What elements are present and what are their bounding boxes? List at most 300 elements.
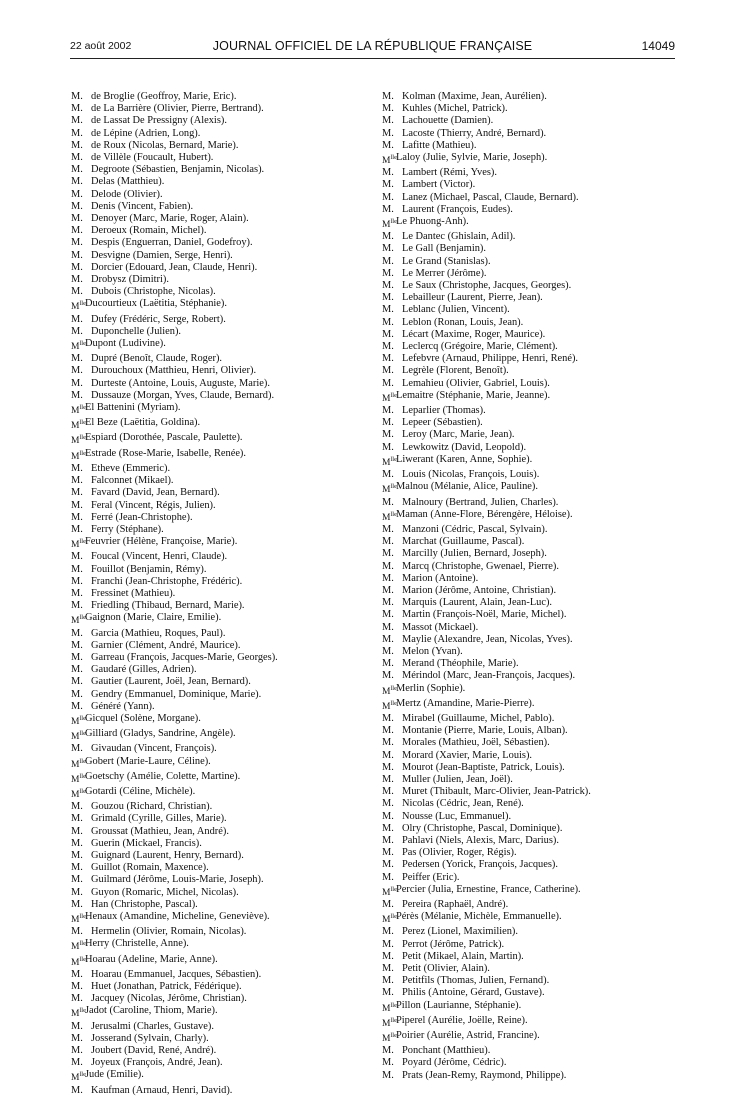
list-item	[382, 762, 672, 774]
list-item	[382, 329, 672, 341]
person-name: Le Gall (Benjamin).	[402, 243, 486, 255]
list-item	[71, 164, 346, 176]
publication-date: 22 août 2002	[70, 40, 132, 52]
person-name: de La Barrière (Olivier, Pierre, Bertrand).	[91, 103, 264, 115]
list-item	[382, 1015, 672, 1030]
person-name: Poirier (Aurélie, Astrid, Francine).	[396, 1030, 540, 1042]
civil-title: M.	[382, 328, 394, 340]
civil-title: M.	[71, 237, 83, 249]
person-name: Lachouette (Damien).	[402, 115, 494, 127]
civil-title: $M^{lle}$	[382, 1016, 397, 1029]
list-item	[382, 454, 672, 469]
civil-title: M.	[71, 874, 83, 886]
list-item	[71, 91, 346, 103]
list-item	[382, 378, 672, 390]
civil-title: $M^{lle}$	[71, 714, 86, 727]
person-name: Despis (Enguerran, Daniel, Godefroy).	[91, 237, 253, 249]
list-item	[382, 1030, 672, 1045]
civil-title: $M^{lle}$	[71, 913, 86, 925]
civil-title: M.	[382, 292, 394, 304]
person-name: Guerin (Mickael, Francis).	[91, 837, 202, 849]
civil-title: $M^{lle}$	[71, 955, 86, 968]
person-name: Marion (Jérôme, Antoine, Christian).	[402, 584, 557, 596]
list-item	[382, 167, 672, 179]
person-name: Pahlavi (Niels, Alexis, Marc, Darius).	[402, 834, 559, 846]
person-name: Lepeer (Sébastien).	[402, 417, 483, 429]
list-item	[71, 237, 346, 249]
list-item	[382, 573, 672, 585]
person-name: Guilmard (Jérôme, Louis-Marie, Joseph).	[91, 874, 264, 886]
list-item	[71, 500, 346, 512]
civil-title: M.	[71, 225, 83, 237]
civil-title: $M^{lle}$	[382, 154, 397, 167]
civil-title: M.	[382, 341, 394, 353]
list-item	[382, 609, 672, 621]
civil-title: M.	[382, 115, 394, 127]
person-name: de Broglie (Geoffroy, Marie, Eric).	[91, 91, 237, 102]
person-name: Garcia (Mathieu, Roques, Paul).	[91, 627, 226, 639]
person-name: Falconnet (Mikael).	[91, 475, 174, 487]
list-item	[382, 963, 672, 975]
civil-title: M.	[382, 548, 394, 560]
civil-title: M.	[71, 249, 83, 261]
civil-title: M.	[71, 313, 83, 325]
person-name: Groussat (Mathieu, Jean, André).	[91, 825, 229, 837]
list-item	[382, 536, 672, 548]
person-name: Ferry (Stéphane).	[91, 523, 164, 535]
person-name: Feuvrier (Hélène, Françoise, Marie).	[85, 536, 238, 548]
civil-title: $M^{lle}$	[382, 391, 397, 404]
person-name: Delas (Matthieu).	[91, 176, 165, 188]
list-item	[71, 801, 346, 813]
list-item	[71, 274, 346, 286]
list-item	[382, 429, 672, 441]
person-name: de Lépine (Adrien, Long).	[91, 127, 201, 139]
list-item	[382, 835, 672, 847]
civil-title: M.	[71, 188, 83, 200]
person-name: Ferré (Jean-Christophe).	[91, 511, 193, 523]
list-item	[382, 725, 672, 737]
civil-title: M.	[382, 255, 394, 267]
civil-title: M.	[71, 152, 83, 164]
civil-title: M.	[71, 664, 83, 676]
person-name: Malnoury (Bertrand, Julien, Charles).	[402, 496, 559, 508]
list-item	[382, 268, 672, 280]
list-item	[382, 884, 672, 899]
list-item	[382, 811, 672, 823]
civil-title: M.	[71, 127, 83, 139]
list-item	[382, 292, 672, 304]
person-name: Lanez (Michael, Pascal, Claude, Bernard).	[402, 191, 579, 203]
person-name: Marcilly (Julien, Bernard, Joseph).	[402, 548, 547, 560]
civil-title: M.	[382, 429, 394, 441]
civil-title: $M^{lle}$	[71, 538, 86, 551]
person-name: Nousse (Luc, Emmanuel).	[402, 810, 512, 822]
list-item	[382, 798, 672, 810]
civil-title: M.	[71, 898, 83, 910]
civil-title: M.	[71, 261, 83, 273]
person-name: Gendry (Emmanuel, Dominique, Marie).	[91, 688, 262, 700]
civil-title: M.	[382, 749, 394, 761]
person-name: Dussauze (Morgan, Yves, Claude, Bernard).	[91, 389, 275, 401]
person-name: Guillot (Romain, Maxence).	[91, 862, 209, 874]
list-item	[71, 1069, 346, 1084]
list-item	[71, 286, 346, 298]
list-item	[382, 987, 672, 999]
person-name: Leclercq (Grégoire, Marie, Clément).	[402, 341, 558, 353]
person-name: Kolman (Maxime, Jean, Aurélien).	[402, 91, 547, 102]
person-name: Kaufman (Arnaud, Henri, David).	[91, 1084, 233, 1096]
civil-title: M.	[71, 1020, 83, 1032]
list-item	[71, 338, 346, 353]
list-item	[71, 564, 346, 576]
person-name: Herry (Christelle, Anne).	[85, 938, 189, 950]
list-item	[71, 225, 346, 237]
civil-title: $M^{lle}$	[382, 483, 397, 496]
person-name: Massot (Mickael).	[402, 621, 479, 633]
person-name: Fressinet (Mathieu).	[91, 587, 176, 599]
list-item	[71, 676, 346, 688]
list-item	[71, 728, 346, 743]
person-name: Duponchelle (Julien).	[91, 325, 182, 337]
civil-title: M.	[71, 103, 83, 115]
person-name: Manzoni (Cédric, Pascal, Sylvain).	[402, 523, 548, 535]
civil-title: M.	[382, 203, 394, 215]
list-item	[382, 204, 672, 216]
civil-title: $M^{lle}$	[71, 757, 86, 770]
list-item	[71, 201, 346, 213]
list-item	[71, 487, 346, 499]
list-item	[382, 951, 672, 963]
list-item	[71, 475, 346, 487]
person-name: Leblanc (Julien, Vincent).	[402, 304, 510, 316]
list-item	[71, 512, 346, 524]
list-item	[71, 365, 346, 377]
civil-title: M.	[71, 499, 83, 511]
civil-title: M.	[71, 213, 83, 225]
list-item	[382, 646, 672, 658]
person-name: Muller (Julien, Jean, Joël).	[402, 773, 513, 785]
civil-title: M.	[382, 670, 394, 682]
person-name: Malnou (Mélanie, Alice, Pauline).	[396, 481, 538, 493]
civil-title: M.	[71, 825, 83, 837]
list-item	[71, 176, 346, 188]
civil-title: M.	[382, 950, 394, 962]
person-name: Leroy (Marc, Marie, Jean).	[402, 429, 515, 441]
person-name: Dufey (Frédéric, Serge, Robert).	[91, 313, 226, 325]
civil-title: M.	[382, 496, 394, 508]
person-name: Liwerant (Karen, Anne, Sophie).	[396, 453, 533, 465]
civil-title: M.	[71, 676, 83, 688]
person-name: Gicquel (Solène, Morgane).	[85, 712, 201, 724]
person-name: Gaudaré (Gilles, Adrien).	[91, 664, 197, 676]
person-name: Denoyer (Marc, Marie, Roger, Alain).	[91, 213, 249, 225]
list-item	[71, 1021, 346, 1033]
civil-title: M.	[382, 191, 394, 203]
civil-title: M.	[382, 609, 394, 621]
civil-title: M.	[382, 280, 394, 292]
person-name: Lambert (Victor).	[402, 179, 476, 191]
list-item	[71, 743, 346, 755]
list-item	[382, 597, 672, 609]
civil-title: $M^{lle}$	[71, 419, 86, 432]
civil-title: M.	[71, 365, 83, 377]
civil-title: M.	[71, 1032, 83, 1044]
list-item	[71, 981, 346, 993]
person-name: Dupont (Ludivine).	[85, 338, 166, 350]
civil-title: M.	[71, 91, 83, 102]
civil-title: M.	[71, 475, 83, 487]
list-item	[71, 524, 346, 536]
list-item	[71, 402, 346, 417]
list-item	[71, 128, 346, 140]
civil-title: M.	[71, 639, 83, 651]
person-name: Denis (Vincent, Fabien).	[91, 200, 194, 212]
person-name: Laurent (François, Eudes).	[402, 203, 513, 215]
civil-title: M.	[382, 441, 394, 453]
person-name: Martin (François-Noël, Marie, Michel).	[402, 609, 567, 621]
person-name: Perrot (Jérôme, Patrick).	[402, 938, 505, 950]
civil-title: M.	[71, 551, 83, 563]
person-name: El Beze (Laëtitia, Goldina).	[85, 417, 201, 429]
civil-title: $M^{lle}$	[382, 510, 397, 523]
list-item	[382, 634, 672, 646]
civil-title: $M^{lle}$	[382, 455, 397, 468]
list-item	[71, 899, 346, 911]
list-item	[71, 612, 346, 627]
list-item	[382, 774, 672, 786]
civil-title: M.	[382, 469, 394, 481]
person-name: Le Phuong-Anh).	[396, 216, 469, 228]
list-item	[71, 874, 346, 886]
civil-title: M.	[382, 822, 394, 834]
civil-title: M.	[382, 584, 394, 596]
person-name: Durteste (Antoine, Louis, Auguste, Marie).	[91, 377, 270, 389]
civil-title: M.	[71, 813, 83, 825]
list-item	[382, 103, 672, 115]
person-name: Généré (Yann).	[91, 700, 155, 712]
civil-title: M.	[382, 103, 394, 115]
civil-title: M.	[71, 862, 83, 874]
civil-title: M.	[71, 575, 83, 587]
civil-title: M.	[382, 633, 394, 645]
list-item	[71, 213, 346, 225]
list-item	[71, 969, 346, 981]
list-item	[382, 192, 672, 204]
left-column-list	[71, 91, 346, 1097]
list-item	[71, 140, 346, 152]
list-item	[71, 314, 346, 326]
person-name: Lebailleur (Laurent, Pierre, Jean).	[402, 292, 543, 304]
person-name: Ducourtieux (Laëtitia, Stéphanie).	[85, 298, 227, 310]
person-name: Lacoste (Thierry, André, Bernard).	[402, 127, 547, 139]
person-name: Feral (Vincent, Régis, Julien).	[91, 499, 216, 511]
civil-title: $M^{lle}$	[71, 730, 86, 743]
civil-title: M.	[382, 871, 394, 883]
civil-title: $M^{lle}$	[382, 684, 397, 697]
list-item	[71, 771, 346, 786]
civil-title: M.	[71, 274, 83, 286]
person-name: Josserand (Sylvain, Charly).	[91, 1032, 209, 1044]
list-item	[382, 847, 672, 859]
list-item	[71, 1033, 346, 1045]
civil-title: M.	[382, 267, 394, 279]
civil-title: M.	[71, 700, 83, 712]
civil-title: $M^{lle}$	[382, 218, 397, 231]
person-name: Delode (Olivier).	[91, 188, 163, 200]
list-item	[71, 701, 346, 713]
civil-title: M.	[382, 725, 394, 737]
person-name: de Villèle (Foucault, Hubert).	[91, 152, 214, 164]
list-item	[382, 509, 672, 524]
list-item	[382, 353, 672, 365]
list-item	[382, 256, 672, 268]
civil-title: M.	[71, 627, 83, 639]
civil-title: M.	[382, 926, 394, 938]
person-name: Mertz (Amandine, Marie-Pierre).	[396, 697, 535, 709]
person-name: Mourot (Jean-Baptiste, Patrick, Louis).	[402, 761, 565, 773]
list-item	[71, 115, 346, 127]
person-name: Lewkowitz (David, Leopold).	[402, 441, 527, 453]
list-item	[382, 497, 672, 509]
person-name: Joyeux (François, André, Jean).	[91, 1057, 223, 1069]
person-name: Petitfils (Thomas, Julien, Fernand).	[402, 975, 550, 987]
person-name: Huet (Jonathan, Patrick, Fédérique).	[91, 981, 242, 993]
person-name: Gaignon (Marie, Claire, Emilie).	[85, 612, 222, 624]
list-item	[382, 91, 672, 103]
civil-title: M.	[382, 899, 394, 910]
civil-title: M.	[382, 139, 394, 151]
civil-title: M.	[71, 200, 83, 212]
person-name: Percier (Julia, Ernestine, France, Catherine).	[396, 883, 581, 895]
list-item	[71, 954, 346, 969]
list-item	[382, 670, 672, 682]
civil-title: M.	[71, 1045, 83, 1057]
civil-title: M.	[71, 353, 83, 365]
civil-title: M.	[71, 487, 83, 499]
person-name: Drobysz (Dimitri).	[91, 274, 169, 286]
person-name: Goetschy (Amélie, Colette, Martine).	[85, 770, 241, 782]
list-item	[382, 317, 672, 329]
list-item	[71, 600, 346, 612]
civil-title: M.	[382, 847, 394, 859]
person-name: Dupré (Benoît, Claude, Roger).	[91, 353, 223, 365]
civil-title: M.	[71, 139, 83, 151]
civil-title: M.	[382, 560, 394, 572]
person-name: Pedersen (Yorick, François, Jacques).	[402, 859, 558, 871]
civil-title: M.	[382, 91, 394, 102]
civil-title: M.	[71, 968, 83, 980]
list-item	[382, 975, 672, 987]
civil-title: M.	[382, 1045, 394, 1057]
person-name: Joubert (David, René, André).	[91, 1045, 217, 1057]
person-name: Marion (Antoine).	[402, 572, 479, 584]
civil-title: M.	[71, 886, 83, 898]
list-item	[382, 115, 672, 127]
person-name: Pillon (Laurianne, Stéphanie).	[396, 999, 522, 1011]
list-item	[382, 231, 672, 243]
civil-title: M.	[382, 316, 394, 328]
person-name: de Roux (Nicolas, Bernard, Marie).	[91, 139, 239, 151]
person-name: Pereira (Raphaël, André).	[402, 899, 509, 910]
person-name: Lemaitre (Stéphanie, Marie, Jeanne).	[396, 389, 551, 401]
civil-title: M.	[382, 536, 394, 548]
person-name: Hoarau (Adeline, Marie, Anne).	[85, 953, 218, 965]
civil-title: M.	[71, 115, 83, 127]
civil-title: M.	[382, 645, 394, 657]
list-item	[382, 585, 672, 597]
list-item	[382, 417, 672, 429]
page-number: 14049	[641, 39, 675, 53]
list-item	[71, 713, 346, 728]
list-item	[382, 872, 672, 884]
right-column-list	[382, 91, 672, 1082]
civil-title: M.	[382, 834, 394, 846]
list-item	[382, 658, 672, 670]
person-name: Merand (Théophile, Marie).	[402, 658, 519, 670]
civil-title: M.	[71, 688, 83, 700]
person-name: Morales (Mathieu, Joël, Sébastien).	[402, 737, 550, 749]
civil-title: $M^{lle}$	[71, 1007, 86, 1020]
person-name: Espiard (Dorothée, Pascale, Paulette).	[85, 432, 243, 444]
list-item	[71, 250, 346, 262]
list-item	[71, 262, 346, 274]
list-item	[382, 859, 672, 871]
civil-title: $M^{lle}$	[382, 699, 397, 712]
list-item	[382, 899, 672, 911]
list-item	[71, 576, 346, 588]
list-item	[382, 1070, 672, 1082]
list-item	[382, 823, 672, 835]
civil-title: M.	[382, 572, 394, 584]
civil-title: M.	[71, 325, 83, 337]
civil-title: M.	[382, 786, 394, 798]
person-name: Le Saux (Christophe, Jacques, Georges).	[402, 280, 572, 292]
list-item	[382, 469, 672, 481]
list-item	[71, 353, 346, 365]
person-name: Dubois (Christophe, Nicolas).	[91, 286, 216, 298]
civil-title: M.	[382, 658, 394, 670]
person-name: Jude (Emilie).	[85, 1069, 144, 1081]
list-item	[71, 103, 346, 115]
list-item	[71, 1057, 346, 1069]
civil-title: M.	[382, 761, 394, 773]
list-item	[71, 813, 346, 825]
person-name: Degroote (Sébastien, Benjamin, Nicolas).	[91, 164, 265, 176]
person-name: Lécart (Maxime, Roger, Maurice).	[402, 328, 546, 340]
civil-title: M.	[71, 377, 83, 389]
civil-title: M.	[382, 304, 394, 316]
civil-title: $M^{lle}$	[71, 434, 86, 447]
civil-title: M.	[382, 1069, 394, 1081]
civil-title: M.	[382, 987, 394, 999]
person-name: Leparlier (Thomas).	[402, 405, 486, 417]
person-name: Hoarau (Emmanuel, Jacques, Sébastien).	[91, 968, 262, 980]
person-name: Dorcier (Edouard, Jean, Claude, Henri).	[91, 261, 258, 273]
list-item	[71, 1045, 346, 1057]
list-item	[71, 652, 346, 664]
civil-title: $M^{lle}$	[71, 787, 86, 800]
list-item	[382, 405, 672, 417]
civil-title: M.	[382, 810, 394, 822]
list-item	[382, 1045, 672, 1057]
person-name: Favard (David, Jean, Bernard).	[91, 487, 220, 499]
civil-title: M.	[71, 993, 83, 1005]
list-item	[71, 390, 346, 402]
person-name: Jerusalmi (Charles, Gustave).	[91, 1020, 214, 1032]
list-item	[71, 664, 346, 676]
list-item	[382, 1000, 672, 1015]
